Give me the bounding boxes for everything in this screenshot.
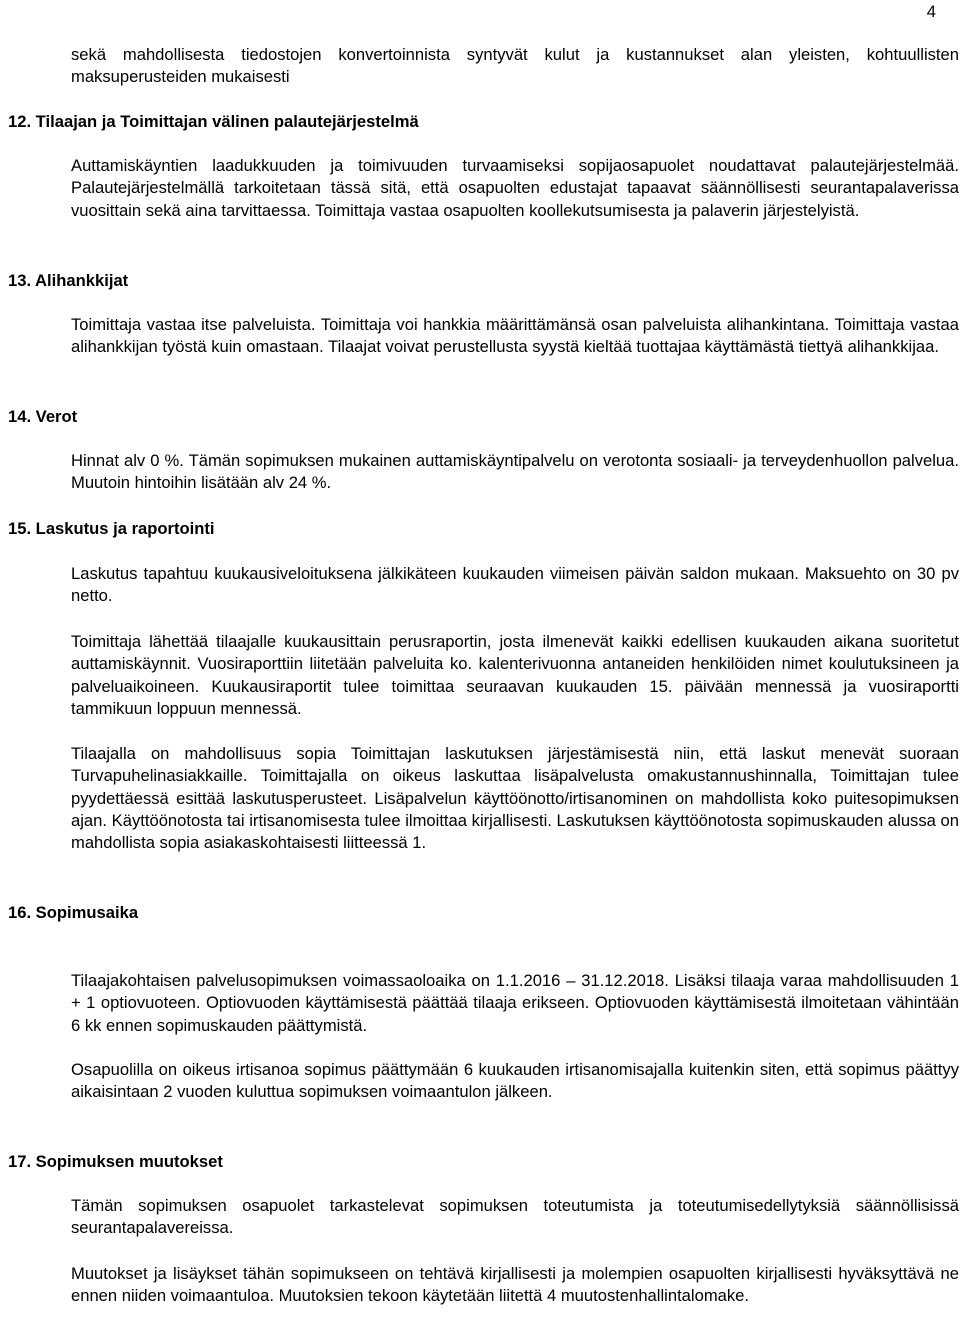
section-13-heading: 13. Alihankkijat bbox=[8, 271, 129, 290]
section-15-heading: 15. Laskutus ja raportointi bbox=[8, 519, 215, 538]
section-13-paragraph: Toimittaja vastaa itse palveluista. Toimittaja voi hankkia määrittämänsä osan palveluista alihankintana. Toimittaja vastaa alihankkijan työstä kuin omastaan. Tilaajat voivat perustellusta syystä kieltää tuottajaa käyttämästä tiettyä alihankkijaa. bbox=[71, 315, 959, 357]
intro-paragraph: sekä mahdollisesta tiedostojen konvertoinnista syntyvät kulut ja kustannukset alan yleisten, kohtuullisten maksuperusteiden mukaisesti bbox=[71, 45, 959, 87]
section-16-heading: 16. Sopimusaika bbox=[8, 903, 139, 922]
section-12-heading: 12. Tilaajan ja Toimittajan välinen palautejärjestelmä bbox=[8, 112, 419, 131]
section-16-paragraph-2: Osapuolilla on oikeus irtisanoa sopimus päättymään 6 kuukauden irtisanomisajalla kuitenkin siten, että sopimus päättyy aikaisintaan 2 vuoden kuluttua sopimuksen voimaantulon jälkeen. bbox=[71, 1060, 959, 1102]
section-15-paragraph-3: Tilaajalla on mahdollisuus sopia Toimittajan laskutuksen järjestämisestä niin, että laskut menevät suoraan Turvapuhelinasiakkaille. Toimittajalla on oikeus laskuttaa lisäpalvelusta omakustannushinnalla, Toimittajan tulee pyydettäessä esittää laskutusperusteet. Lisäpalvelun käyttöönotto/irtisanominen on mahdollista koko puitesopimuksen ajan. Käyttöönotosta tai irtisanomisesta tulee ilmoittaa kirjallisesti. Laskutuksen käyttöönotosta sopimuskauden alussa on mahdollista sopia asiakaskohtaisesti liitteessä 1. bbox=[71, 744, 959, 853]
section-17-paragraph-2: Muutokset ja lisäykset tähän sopimukseen on tehtävä kirjallisesti ja molempien osapuolten kirjallisesti hyväksyttävä ne ennen niiden voimaantuloa. Muutoksien tekoon käytetään liitettä 4 muutostenhallintalomake. bbox=[71, 1264, 959, 1306]
page-number: 4 bbox=[926, 2, 936, 21]
section-15-paragraph-2: Toimittaja lähettää tilaajalle kuukausittain perusraportin, josta ilmenevät kaikki edellisen kuukauden aikana suoritetut auttamiskäynnit. Vuosiraporttiin liitetään palveluita ko. kalenterivuonna antaneiden henkilöiden nimet koulutuksineen ja palveluaikoineen. Kuukausiraportit tulee toimittaa seuraavan kuukauden 15. päivään mennessä ja vuosiraportti tammikuun loppuun mennessä. bbox=[71, 632, 959, 718]
section-14-heading: 14. Verot bbox=[8, 407, 78, 426]
section-16-paragraph-1: Tilaajakohtaisen palvelusopimuksen voimassaoloaika on 1.1.2016 – 31.12.2018. Lisäksi tilaaja varaa mahdollisuuden 1 + 1 optiovuoteen. Optiovuoden käyttämisestä päättää tilaaja erikseen. Optiovuoden käyttämisestä ilmoitetaan vähintään 6 kk ennen sopimuskauden päättymistä. bbox=[71, 971, 959, 1035]
section-17-paragraph-1: Tämän sopimuksen osapuolet tarkastelevat sopimuksen toteutumista ja toteutumisedellytyksiä säännöllisissä seurantapalavereissa. bbox=[71, 1196, 959, 1238]
section-14-paragraph: Hinnat alv 0 %. Tämän sopimuksen mukainen auttamiskäyntipalvelu on verotonta sosiaali- ja terveydenhuollon palvelua. Muutoin hintoihin lisätään alv 24 %. bbox=[71, 451, 959, 493]
section-15-paragraph-1: Laskutus tapahtuu kuukausiveloituksena jälkikäteen kuukauden viimeisen päivän saldon mukaan. Maksuehto on 30 pv netto. bbox=[71, 564, 959, 606]
section-17-heading: 17. Sopimuksen muutokset bbox=[8, 1152, 223, 1171]
section-12-paragraph: Auttamiskäyntien laadukkuuden ja toimivuuden turvaamiseksi sopijaosapuolet noudattavat palautejärjestelmää. Palautejärjestelmällä tarkoitetaan tässä sitä, että osapuolten edustajat tapaavat säännöllisesti seurantapalaverissa vuosittain sekä aina tarvittaessa. Toimittaja vastaa osapuolten koollekutsumisesta ja palaverin järjestelyistä. bbox=[71, 156, 959, 220]
